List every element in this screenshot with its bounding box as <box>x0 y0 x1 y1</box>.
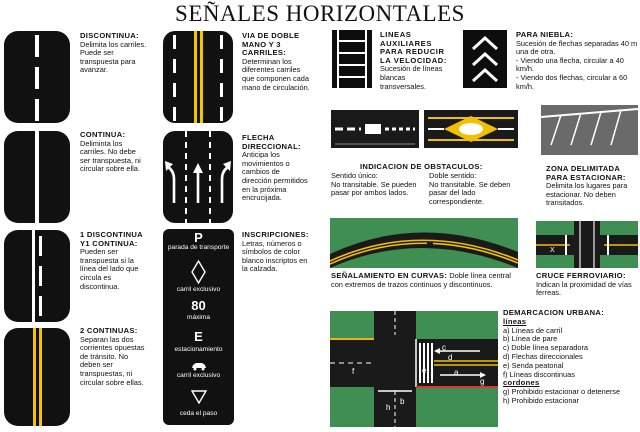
demarcacion-cordon-g: g) Prohibido estacionar o detenerse <box>503 387 621 397</box>
demarcacion-cordon-h: h) Prohibido estacionar <box>503 395 580 405</box>
continua-heading: CONTINUA: <box>80 130 126 139</box>
doble-mano-body: Determinan los diferentes carriles que componen cada mano de circulación. <box>242 56 310 92</box>
sign-speed: 80 <box>191 298 206 313</box>
obstaculos-col2 <box>429 172 515 206</box>
ferroviario-text <box>536 272 638 298</box>
ferroviario-heading: CRUCE FERROVIARIO: <box>536 271 626 280</box>
obstaculos-col1-title: Sentido único: <box>331 171 378 180</box>
niebla-image <box>463 30 507 88</box>
sign-car-text: carril exclusivo <box>176 372 221 379</box>
demarc-label-b: b <box>400 397 405 406</box>
demarcacion-text <box>503 309 638 406</box>
zona-text <box>546 165 638 208</box>
demarcacion-item-b: b) Línea de pare <box>503 334 558 344</box>
curvas-body: Doble línea central con extremos de trazos continuos y discontinuos. <box>331 271 511 289</box>
inscripciones-heading: INSCRIPCIONES: <box>242 230 309 239</box>
inscripciones-signs <box>163 229 234 425</box>
niebla-item1: - Viendo una flecha, circular a 40 km/h. <box>516 55 624 74</box>
discontinua-body: Delimita los carriles. Puede ser transpuesta para avanzar. <box>80 39 147 75</box>
intersection-diagram <box>330 311 498 427</box>
doble-mano-heading: VIA DE DOBLE MANO Y 3 CARRILES: <box>242 31 300 58</box>
sign-p-letter: P <box>194 230 203 245</box>
demarcacion-item-f: f) Líneas discontinuas <box>503 369 575 379</box>
ferroviario-body: Indican la proximidad de vías ferreas. <box>536 279 632 298</box>
demarc-label-g: g <box>480 377 485 386</box>
demarcacion-heading: DEMARCACION URBANA: <box>503 308 605 317</box>
discontinua-heading: DISCONTINUA: <box>80 31 139 40</box>
demarcacion-item-c: c) Doble línea separadora <box>503 343 589 353</box>
niebla-item2: - Viendo dos flechas, circular a 60 km/h. <box>516 72 628 91</box>
page-title: SEÑALES HORIZONTALES <box>175 1 465 26</box>
road-doble-mano <box>163 31 233 123</box>
flecha-arrows-icon <box>163 131 233 223</box>
car-icon <box>190 361 208 371</box>
curvas-image <box>330 218 518 268</box>
demarcacion-item-d: d) Flechas direccionales <box>503 351 583 361</box>
demarc-label-a: a <box>454 368 459 377</box>
niebla-heading: PARA NIEBLA: <box>516 30 574 39</box>
curvas-heading: SEÑALAMIENTO EN CURVAS: <box>331 271 448 280</box>
inscripciones-body: Letras, números o símbolos de color blanco inscriptos en la calzada. <box>242 238 308 274</box>
demarcacion-image <box>330 311 498 427</box>
road-discontinua-continua <box>4 230 70 322</box>
obstaculo-doble-sentido <box>424 110 518 148</box>
demarc-label-e: e <box>422 366 427 375</box>
zona-heading: ZONA DELIMITADA PARA ESTACIONAR: <box>546 164 626 182</box>
road-dos-continuas <box>4 328 70 426</box>
discontinua-text <box>80 32 148 75</box>
dos-continuas-body: Separan las dos corrientes opuestas de tránsito. No deben ser transpuestas, ni circular sobre ellas. <box>80 334 145 387</box>
demarcacion-item-a: a) Líneas de carril <box>503 325 563 335</box>
niebla-text <box>516 31 638 91</box>
lineas-aux-text <box>380 31 450 91</box>
demarc-label-c: c <box>442 343 446 352</box>
discontinua-continua-heading: 1 DISCONTINUA Y1 CONTINUA: <box>80 230 143 248</box>
road-flecha <box>163 131 233 223</box>
demarcacion-item-e: e) Senda peatonal <box>503 360 564 370</box>
demarcacion-cordones-title: cordones <box>503 378 540 388</box>
zona-marks <box>541 105 638 155</box>
sign-e-text: estacionamiento <box>174 346 223 353</box>
discontinua-continua-body: Pueden ser transpuesta si la línea del lado que circula es discontinua. <box>80 247 139 291</box>
lineas-aux-body: Sucesión de líneas blancas transversales. <box>380 64 443 91</box>
inscripciones-text <box>242 231 312 274</box>
ferroviario-image <box>536 221 638 268</box>
ferroviario-road <box>536 221 638 268</box>
dos-continuas-heading: 2 CONTINUAS: <box>80 326 138 335</box>
chevron-up-icon <box>463 30 507 88</box>
obstaculo-unico-marks <box>331 110 419 148</box>
triangle-icon <box>191 390 207 404</box>
zona-body: Delimita los lugares para estacionar. No deben transitados. <box>546 181 628 208</box>
curvas-road <box>330 218 518 268</box>
demarc-label-f: f <box>352 367 355 376</box>
flecha-body: Anticipa los movimientos o cambios de dirección permitidos en la próxima encrucijada. <box>242 150 308 203</box>
continua-body: Deliminta los carriles. No debe ser transpuesta, ni circular sobre ella. <box>80 138 141 174</box>
svg-text:X: X <box>550 247 555 254</box>
discontinua-continua-text <box>80 231 148 291</box>
curvas-text <box>331 272 519 289</box>
sign-exclusivo: carril exclusivo <box>176 286 221 293</box>
doble-mano-text <box>242 32 310 92</box>
sign-p-text: parada de transporte <box>167 244 230 251</box>
obstaculos-heading: INDICACION DE OBSTACULOS: <box>360 162 483 171</box>
road-discontinua <box>4 31 70 123</box>
flecha-text <box>242 134 310 203</box>
lineas-aux-heading: LINEAS AUXILIARES PARA REDUCIR LA VELOCIDAD: <box>380 30 447 65</box>
demarcacion-lineas-title: líneas <box>503 316 527 326</box>
diamond-icon <box>191 260 206 284</box>
obstaculo-doble-marks <box>424 110 518 148</box>
zona-image <box>541 105 638 155</box>
demarc-label-h: h <box>386 403 391 412</box>
road-continua <box>4 131 70 223</box>
obstaculos-col2-body: No transitable. Se deben pasar del lado correspondiente. <box>429 179 511 206</box>
sign-speed-text: máxima <box>186 314 211 321</box>
sign-e-letter: E <box>194 329 203 344</box>
obstaculos-col1-body: No transitable. Se pueden pasar por ambos lados. <box>331 179 417 198</box>
dos-continuas-text <box>80 327 148 387</box>
lineas-aux-image <box>332 30 372 88</box>
obstaculos-col1 <box>331 172 419 198</box>
niebla-body: Sucesión de flechas separadas 40 m una de otra. <box>516 38 638 57</box>
obstaculos-col2-title: Doble sentido: <box>429 171 477 180</box>
obstaculo-sentido-unico <box>331 110 419 148</box>
flecha-heading: FLECHA DIRECCIONAL: <box>242 133 301 151</box>
sign-ceda: ceda el paso <box>179 410 218 417</box>
demarc-label-d: d <box>448 353 453 362</box>
continua-text <box>80 131 148 174</box>
